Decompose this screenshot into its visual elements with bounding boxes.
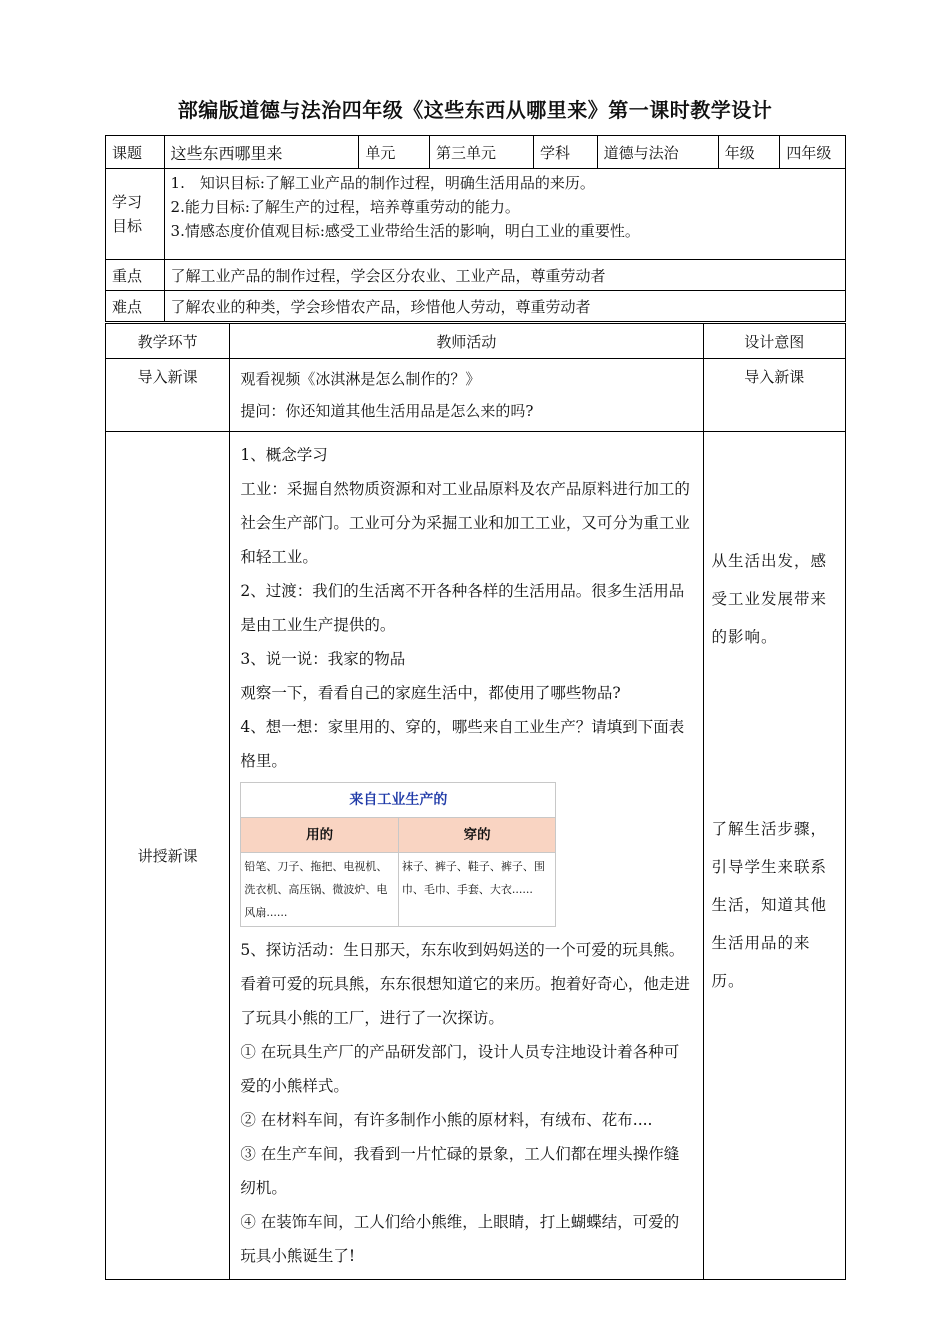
concept-heading: 1、概念学习 [240,446,328,464]
header-teacher-activity: 教师活动 [230,324,703,359]
grade-label: 年级 [718,136,780,169]
teach-intent [703,432,845,1280]
subject-value: 道德与法治 [597,136,718,169]
intro-intent: 导入新课 [703,359,845,432]
subject-label: 学科 [534,136,598,169]
unit-label: 单元 [359,136,430,169]
key-value: 了解工业产品的制作过程，学会区分农业、工业产品，尊重劳动者 [164,260,845,291]
goals-label-line-1: 学习 [112,193,143,211]
goal-knowledge: 1. 知识目标:了解工业产品的制作过程，明确生活用品的来历。 [170,174,595,192]
unit-value: 第三单元 [430,136,534,169]
sub-table-header-wear: 穿的 [398,818,556,853]
visit-step-4: ④ 在装饰车间，工人们给小熊维，上眼睛，打上蝴蝶结，可爱的玩具小熊诞生了! [240,1213,680,1265]
sub-table-use-items: 铅笔、刀子、拖把、电视机、洗衣机、高压锅、微波炉、电风扇...... [241,853,399,927]
intent-text-1: 从生活出发，感受工业发展带来的影响。 [711,552,828,646]
difficult-label: 难点 [106,291,165,322]
teach-stage: 讲授新课 [106,432,230,1280]
visit-activity-text: 5、探访活动：生日那天，东东收到妈妈送的一个可爱的玩具熊。看着可爱的玩具熊，东东很想知道它的来历。抱着好奇心，他走进了玩具小熊的工厂，进行了一次探访。 [240,941,690,1027]
say-heading: 3、说一说：我家的物品 [240,650,406,668]
topic-label: 课题 [106,136,165,169]
intro-activity [230,359,703,432]
header-stage: 教学环节 [106,324,230,359]
goals-cell [164,169,845,260]
industrial-products-table [240,782,556,927]
transition-text: 2、过渡：我们的生活离不开各种各样的生活用品。很多生活用品是由工业生产提供的。 [240,582,685,634]
info-table [105,135,846,322]
topic-value: 这些东西哪里来 [164,136,359,169]
lesson-table [105,323,846,1280]
sub-table-wear-items: 袜子、裤子、鞋子、裤子、围巾、毛巾、手套、大衣...... [398,853,556,927]
sub-table-title: 来自工业生产的 [241,783,556,818]
sub-table-header-use: 用的 [241,818,399,853]
goals-label-line-2: 目标 [112,217,143,235]
page-title: 部编版道德与法治四年级《这些东西从哪里来》第一课时教学设计 [177,98,773,122]
intro-line: 观看视频《冰淇淋是怎么制作的？》 [240,370,481,388]
think-text: 4、想一想：家里用的、穿的，哪些来自工业生产？请填到下面表格里。 [240,718,685,770]
observe-text: 观察一下，看看自己的家庭生活中，都使用了哪些物品? [240,684,621,702]
key-label: 重点 [106,260,165,291]
goal-ability: 2.能力目标:了解生产的过程，培养尊重劳动的能力。 [170,198,520,216]
header-design-intent: 设计意图 [703,324,845,359]
goals-label [106,169,165,260]
goal-attitude: 3.情感态度价值观目标:感受工业带给生活的影响，明白工业的重要性。 [170,222,640,240]
visit-step-1: ① 在玩具生产厂的产品研发部门，设计人员专注地设计着各种可爱的小熊样式。 [240,1043,680,1095]
concept-text: 工业：采掘自然物质资源和对工业品原料及农产品原料进行加工的社会生产部门。工业可分为采掘工业和加工工业，又可分为重工业和轻工业。 [240,480,690,566]
visit-step-2: ② 在材料车间，有许多制作小熊的原材料，有绒布、花布.... [240,1111,653,1129]
intro-line: 提问：你还知道其他生活用品是怎么来的吗? [240,402,534,420]
visit-step-3: ③ 在生产车间，我看到一片忙碌的景象，工人们都在埋头操作缝纫机。 [240,1145,680,1197]
teach-activity [230,432,703,1280]
intent-text-2: 了解生活步骤，引导学生来联系生活，知道其他生活用品的来历。 [711,820,828,990]
difficult-value: 了解农业的种类，学会珍惜农产品，珍惜他人劳动，尊重劳动者 [164,291,845,322]
intro-stage: 导入新课 [106,359,230,432]
grade-value: 四年级 [780,136,846,169]
